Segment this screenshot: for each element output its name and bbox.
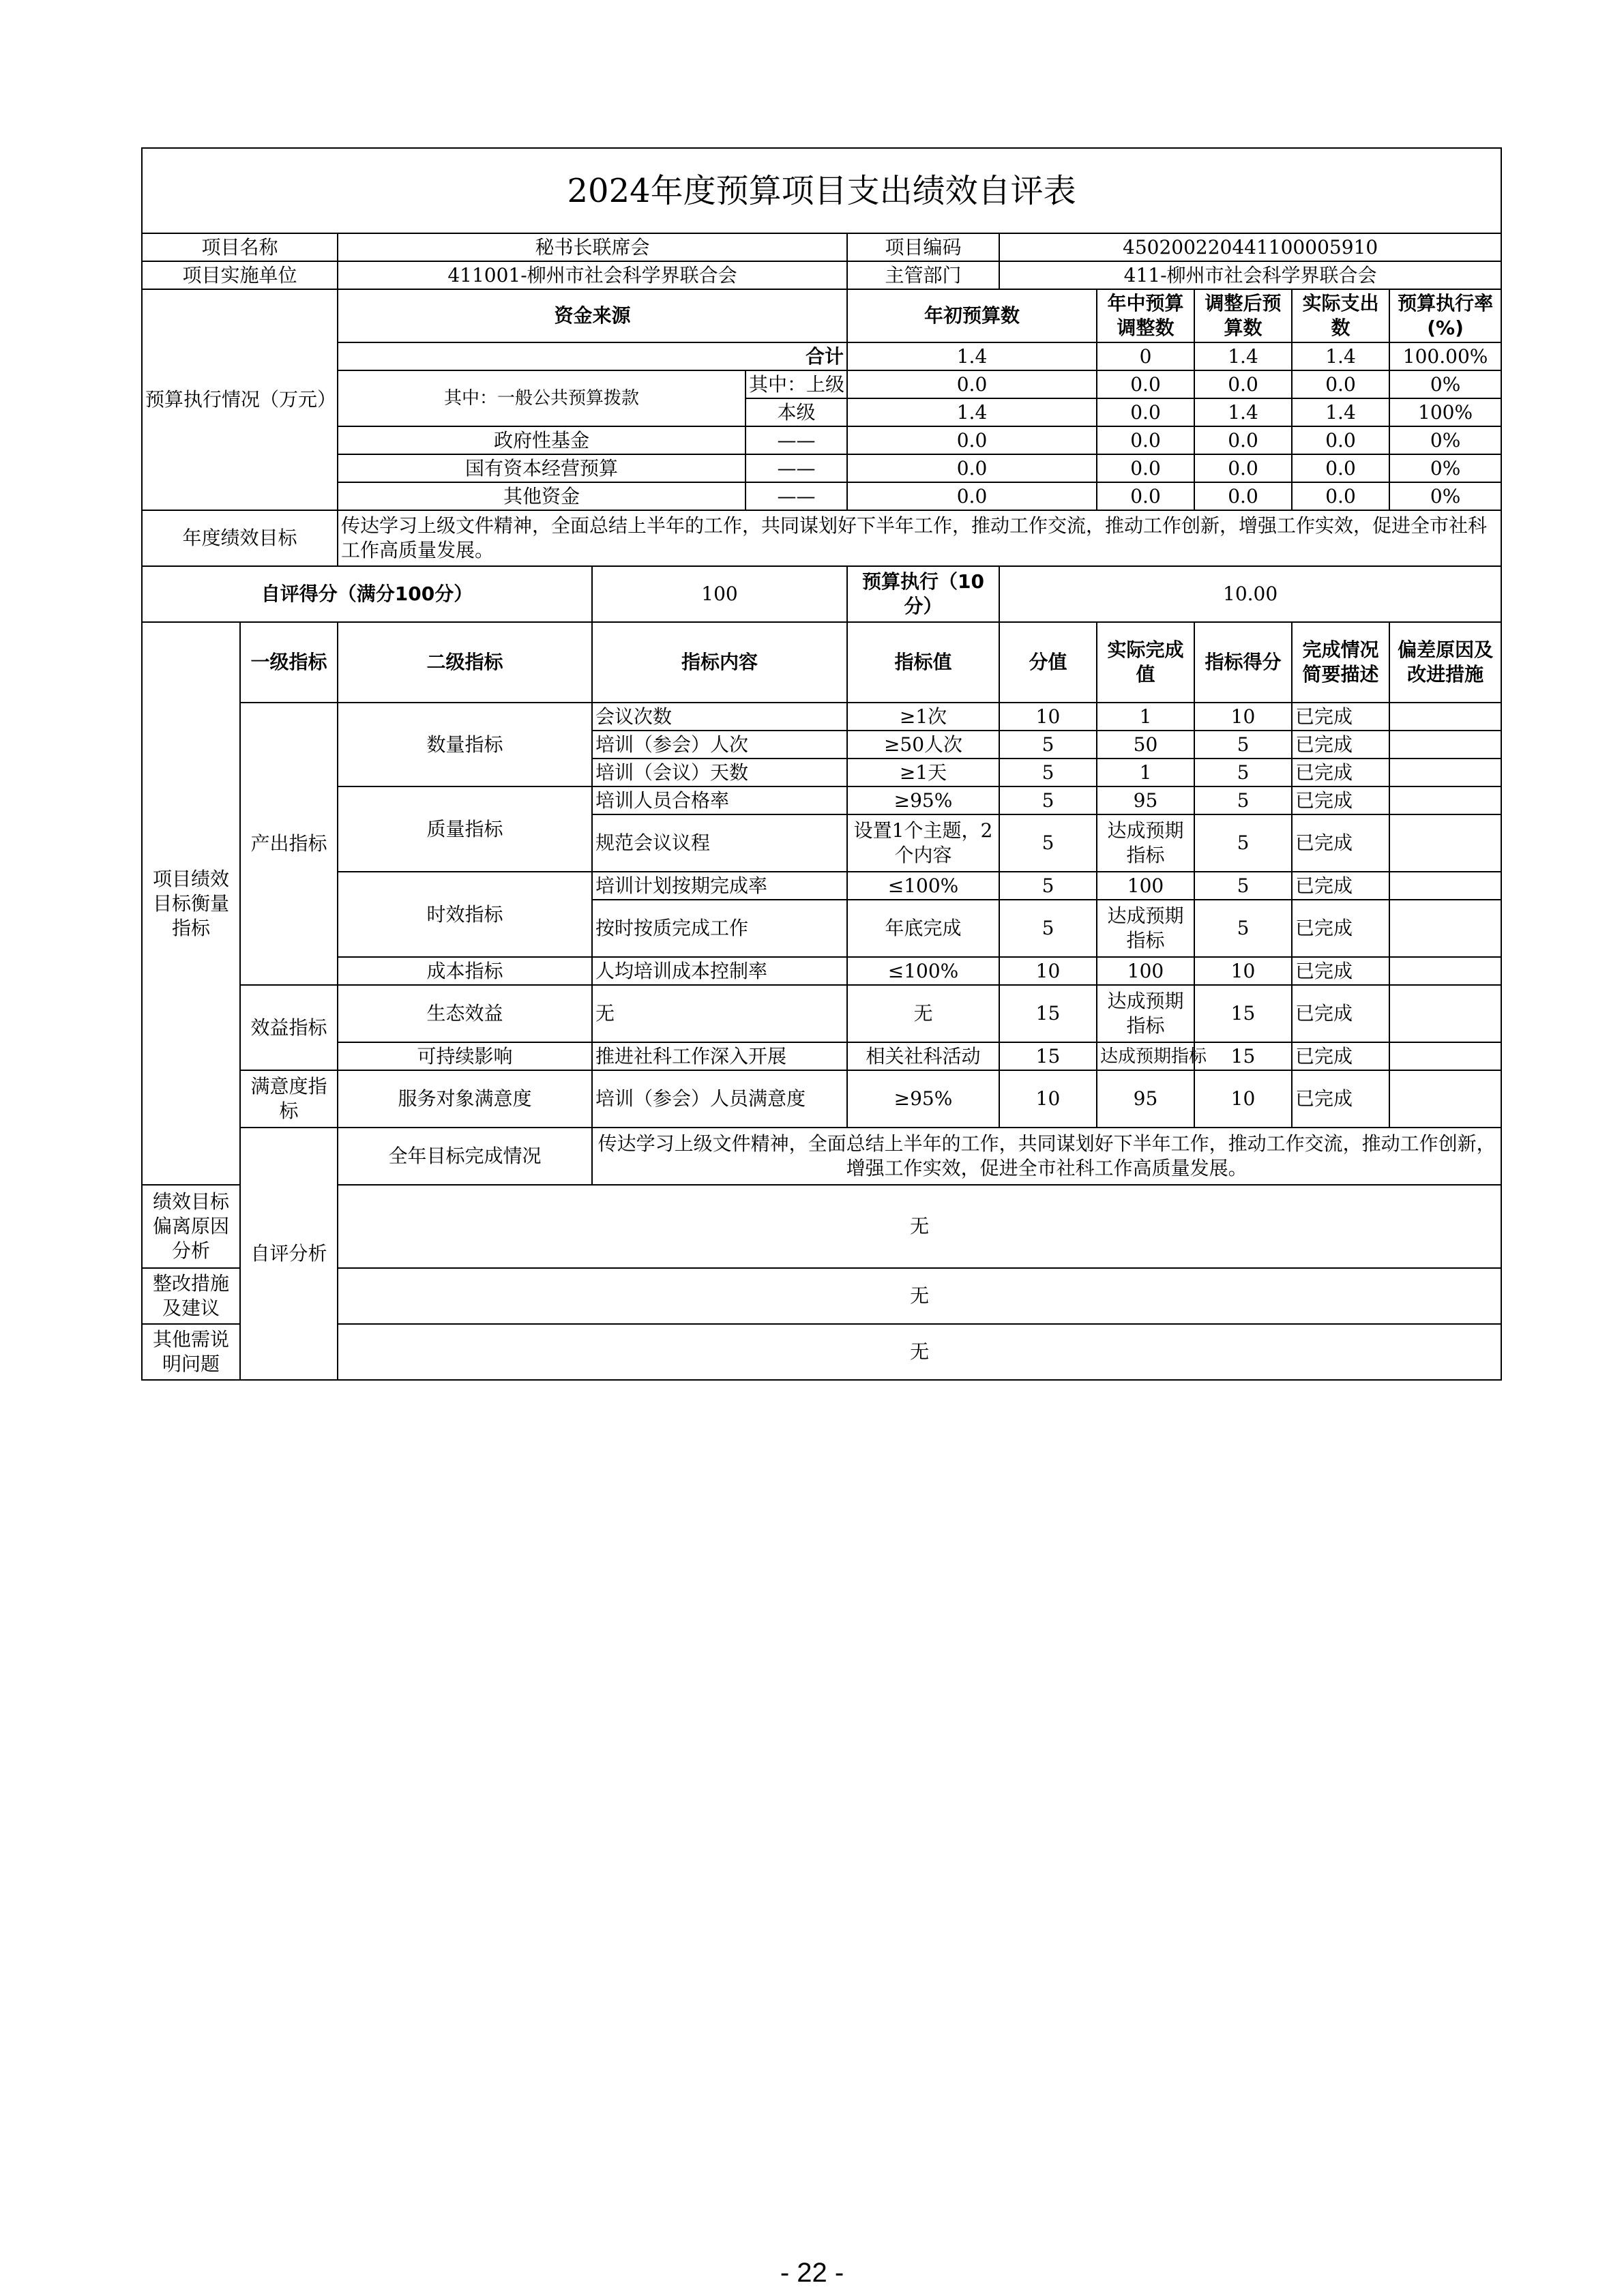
- budget-row-sub: ——: [745, 454, 847, 482]
- budget-header-rate: 预算执行率(%): [1389, 289, 1501, 342]
- indicator-content: 培训人员合格率: [592, 786, 847, 814]
- level2-sustain: 可持续影响: [338, 1042, 592, 1070]
- indicator-score: 10: [1194, 703, 1292, 731]
- budget-row: [142, 370, 1501, 398]
- indicator-desc: 已完成: [1292, 1042, 1389, 1070]
- indicator-actual: 95: [1097, 1070, 1194, 1128]
- budget-row-sub: ——: [745, 426, 847, 454]
- indicator-value: ≥1天: [847, 759, 999, 786]
- level1-benefit: 效益指标: [240, 985, 338, 1070]
- budget-row-sub: ——: [745, 482, 847, 510]
- indicator-desc: 已完成: [1292, 759, 1389, 786]
- indicator-header-actual: 实际完成值: [1097, 622, 1194, 703]
- indicator-value: 无: [847, 985, 999, 1042]
- indicator-row: [142, 1042, 1501, 1070]
- budget-rate: 0%: [1389, 482, 1501, 510]
- analysis-item-label: 其他需说明问题: [142, 1324, 240, 1380]
- budget-row-label: 国有资本经营预算: [338, 454, 745, 482]
- indicator-value: ≤100%: [847, 872, 999, 900]
- evaluation-table: [141, 147, 1502, 1381]
- budget-header-mid-adjust: 年中预算调整数: [1097, 289, 1194, 342]
- budget-row-label: 其中：一般公共预算拨款: [338, 370, 745, 426]
- level1-output: 产出指标: [240, 703, 338, 985]
- budget-rate: 0%: [1389, 454, 1501, 482]
- budget-initial: 0.0: [847, 482, 1097, 510]
- indicator-content: 人均培训成本控制率: [592, 957, 847, 985]
- indicator-reason: [1389, 1070, 1501, 1128]
- indicator-header-level2: 二级指标: [338, 622, 592, 703]
- budget-exec-label: 预算执行（10分）: [847, 566, 999, 622]
- project-name: 秘书长联席会: [338, 233, 847, 261]
- analysis-item-text: 无: [338, 1185, 1501, 1268]
- dept: 411-柳州市社会科学界联合会: [999, 261, 1501, 289]
- budget-row-label: 合计: [338, 342, 847, 370]
- analysis-section-label: 自评分析: [240, 1128, 338, 1380]
- budget-initial: 0.0: [847, 370, 1097, 398]
- indicator-actual: 1: [1097, 759, 1194, 786]
- indicator-row: [142, 957, 1501, 985]
- indicator-reason: [1389, 759, 1501, 786]
- indicator-section-label: 项目绩效目标衡量指标: [142, 622, 240, 1185]
- indicator-desc: 已完成: [1292, 985, 1389, 1042]
- score-value: 100: [592, 566, 847, 622]
- budget-mid-adjust: 0.0: [1097, 398, 1194, 426]
- indicator-desc: 已完成: [1292, 814, 1389, 872]
- indicator-reason: [1389, 814, 1501, 872]
- budget-initial: 1.4: [847, 398, 1097, 426]
- indicator-reason: [1389, 703, 1501, 731]
- analysis-item-label: 绩效目标偏离原因分析: [142, 1185, 240, 1268]
- impl-unit: 411001-柳州市社会科学界联合会: [338, 261, 847, 289]
- budget-mid-adjust: 0: [1097, 342, 1194, 370]
- form-title: 2024年度预算项目支出绩效自评表: [142, 148, 1501, 233]
- budget-mid-adjust: 0.0: [1097, 454, 1194, 482]
- annual-goal-label: 年度绩效目标: [142, 510, 338, 566]
- budget-section-label: 预算执行情况（万元）: [142, 289, 338, 510]
- indicator-content: 培训（参会）人员满意度: [592, 1070, 847, 1128]
- indicator-points: 10: [999, 957, 1097, 985]
- indicator-content: 规范会议议程: [592, 814, 847, 872]
- indicator-score: 5: [1194, 759, 1292, 786]
- score-label: 自评得分（满分100分）: [142, 566, 592, 622]
- budget-initial: 1.4: [847, 342, 1097, 370]
- indicator-row: [142, 703, 1501, 731]
- budget-adjusted: 1.4: [1194, 342, 1292, 370]
- indicator-header-desc: 完成情况简要描述: [1292, 622, 1389, 703]
- indicator-content: 会议次数: [592, 703, 847, 731]
- budget-row-total: [142, 342, 1501, 370]
- indicator-actual: 100: [1097, 872, 1194, 900]
- level2-timeliness: 时效指标: [338, 872, 592, 957]
- indicator-score: 15: [1194, 1042, 1292, 1070]
- budget-actual: 1.4: [1292, 342, 1389, 370]
- indicator-reason: [1389, 957, 1501, 985]
- indicator-content: 培训（参会）人次: [592, 731, 847, 759]
- analysis-item-text: 传达学习上级文件精神，全面总结上半年的工作，共同谋划好下半年工作，推动工作交流，推动工作创新，增强工作实效，促进全市社科工作高质量发展。: [592, 1128, 1501, 1185]
- indicator-desc: 已完成: [1292, 786, 1389, 814]
- indicator-actual: 95: [1097, 786, 1194, 814]
- indicator-content: 无: [592, 985, 847, 1042]
- indicator-value: 年底完成: [847, 900, 999, 957]
- budget-exec-value: 10.00: [999, 566, 1501, 622]
- budget-row-label: 其他资金: [338, 482, 745, 510]
- dept-label: 主管部门: [847, 261, 999, 289]
- indicator-desc: 已完成: [1292, 872, 1389, 900]
- project-code-label: 项目编码: [847, 233, 999, 261]
- budget-row-sub: 本级: [745, 398, 847, 426]
- indicator-value: 相关社科活动: [847, 1042, 999, 1070]
- indicator-row: [142, 872, 1501, 900]
- budget-row-sub: 其中：上级: [745, 370, 847, 398]
- indicator-value: ≥95%: [847, 786, 999, 814]
- budget-mid-adjust: 0.0: [1097, 482, 1194, 510]
- indicator-desc: 已完成: [1292, 900, 1389, 957]
- indicator-score: 15: [1194, 985, 1292, 1042]
- indicator-actual: 达成预期指标: [1097, 814, 1194, 872]
- indicator-value: ≥95%: [847, 1070, 999, 1128]
- level2-quantity: 数量指标: [338, 703, 592, 786]
- indicator-points: 10: [999, 703, 1097, 731]
- budget-adjusted: 0.0: [1194, 454, 1292, 482]
- indicator-content: 按时按质完成工作: [592, 900, 847, 957]
- evaluation-form: [141, 147, 1501, 1381]
- indicator-value: ≥50人次: [847, 731, 999, 759]
- budget-row-label: 政府性基金: [338, 426, 745, 454]
- indicator-points: 5: [999, 759, 1097, 786]
- budget-actual: 1.4: [1292, 398, 1389, 426]
- level1-satisfaction: 满意度指标: [240, 1070, 338, 1128]
- indicator-actual: 达成预期指标: [1097, 1042, 1194, 1070]
- indicator-desc: 已完成: [1292, 731, 1389, 759]
- indicator-desc: 已完成: [1292, 1070, 1389, 1128]
- indicator-points: 15: [999, 1042, 1097, 1070]
- indicator-points: 5: [999, 731, 1097, 759]
- budget-row: [142, 454, 1501, 482]
- budget-rate: 0%: [1389, 370, 1501, 398]
- budget-header-adjusted: 调整后预算数: [1194, 289, 1292, 342]
- indicator-content: 培训（会议）天数: [592, 759, 847, 786]
- budget-rate: 100.00%: [1389, 342, 1501, 370]
- indicator-row: [142, 1070, 1501, 1128]
- indicator-reason: [1389, 872, 1501, 900]
- level2-service: 服务对象满意度: [338, 1070, 592, 1128]
- indicator-header-points: 分值: [999, 622, 1097, 703]
- budget-actual: 0.0: [1292, 454, 1389, 482]
- annual-goal-text: 传达学习上级文件精神，全面总结上半年的工作，共同谋划好下半年工作，推动工作交流，推动工作创新，增强工作实效，促进全市社科工作高质量发展。: [338, 510, 1501, 566]
- analysis-item-label: 整改措施及建议: [142, 1268, 240, 1324]
- budget-adjusted: 0.0: [1194, 426, 1292, 454]
- page-number: - 22 -: [780, 2258, 844, 2288]
- analysis-item-text: 无: [338, 1324, 1501, 1380]
- indicator-header-score: 指标得分: [1194, 622, 1292, 703]
- indicator-actual: 50: [1097, 731, 1194, 759]
- indicator-reason: [1389, 1042, 1501, 1070]
- indicator-desc: 已完成: [1292, 703, 1389, 731]
- indicator-content: 推进社科工作深入开展: [592, 1042, 847, 1070]
- budget-rate: 100%: [1389, 398, 1501, 426]
- level2-ecology: 生态效益: [338, 985, 592, 1042]
- indicator-value: ≤100%: [847, 957, 999, 985]
- indicator-reason: [1389, 900, 1501, 957]
- budget-initial: 0.0: [847, 426, 1097, 454]
- indicator-row: [142, 786, 1501, 814]
- indicator-actual: 100: [1097, 957, 1194, 985]
- indicator-actual: 达成预期指标: [1097, 900, 1194, 957]
- indicator-desc: 已完成: [1292, 957, 1389, 985]
- indicator-points: 5: [999, 814, 1097, 872]
- level2-quality: 质量指标: [338, 786, 592, 872]
- indicator-reason: [1389, 985, 1501, 1042]
- indicator-score: 5: [1194, 786, 1292, 814]
- indicator-points: 10: [999, 1070, 1097, 1128]
- budget-row: [142, 426, 1501, 454]
- budget-rate: 0%: [1389, 426, 1501, 454]
- indicator-points: 5: [999, 786, 1097, 814]
- budget-adjusted: 0.0: [1194, 370, 1292, 398]
- budget-row: [142, 482, 1501, 510]
- indicator-header-value: 指标值: [847, 622, 999, 703]
- budget-actual: 0.0: [1292, 482, 1389, 510]
- indicator-header-reason: 偏差原因及改进措施: [1389, 622, 1501, 703]
- indicator-score: 5: [1194, 872, 1292, 900]
- indicator-score: 5: [1194, 814, 1292, 872]
- indicator-points: 5: [999, 872, 1097, 900]
- indicator-value: ≥1次: [847, 703, 999, 731]
- indicator-header-level1: 一级指标: [240, 622, 338, 703]
- budget-adjusted: 1.4: [1194, 398, 1292, 426]
- budget-header-initial: 年初预算数: [847, 289, 1097, 342]
- indicator-value: 设置1个主题，2个内容: [847, 814, 999, 872]
- budget-actual: 0.0: [1292, 426, 1389, 454]
- project-name-label: 项目名称: [142, 233, 338, 261]
- analysis-item-text: 无: [338, 1268, 1501, 1324]
- indicator-score: 5: [1194, 731, 1292, 759]
- budget-header-actual: 实际支出数: [1292, 289, 1389, 342]
- level2-cost: 成本指标: [338, 957, 592, 985]
- indicator-reason: [1389, 786, 1501, 814]
- indicator-header-content: 指标内容: [592, 622, 847, 703]
- budget-actual: 0.0: [1292, 370, 1389, 398]
- indicator-reason: [1389, 731, 1501, 759]
- indicator-score: 10: [1194, 1070, 1292, 1128]
- indicator-points: 15: [999, 985, 1097, 1042]
- analysis-item-label: 全年目标完成情况: [338, 1128, 592, 1185]
- budget-mid-adjust: 0.0: [1097, 426, 1194, 454]
- budget-mid-adjust: 0.0: [1097, 370, 1194, 398]
- indicator-row: [142, 985, 1501, 1042]
- indicator-actual: 达成预期指标: [1097, 985, 1194, 1042]
- indicator-points: 5: [999, 900, 1097, 957]
- budget-adjusted: 0.0: [1194, 482, 1292, 510]
- indicator-score: 5: [1194, 900, 1292, 957]
- budget-header-source: 资金来源: [338, 289, 847, 342]
- impl-unit-label: 项目实施单位: [142, 261, 338, 289]
- indicator-content: 培训计划按期完成率: [592, 872, 847, 900]
- indicator-score: 10: [1194, 957, 1292, 985]
- budget-initial: 0.0: [847, 454, 1097, 482]
- project-code: 450200220441100005910: [999, 233, 1501, 261]
- indicator-actual: 1: [1097, 703, 1194, 731]
